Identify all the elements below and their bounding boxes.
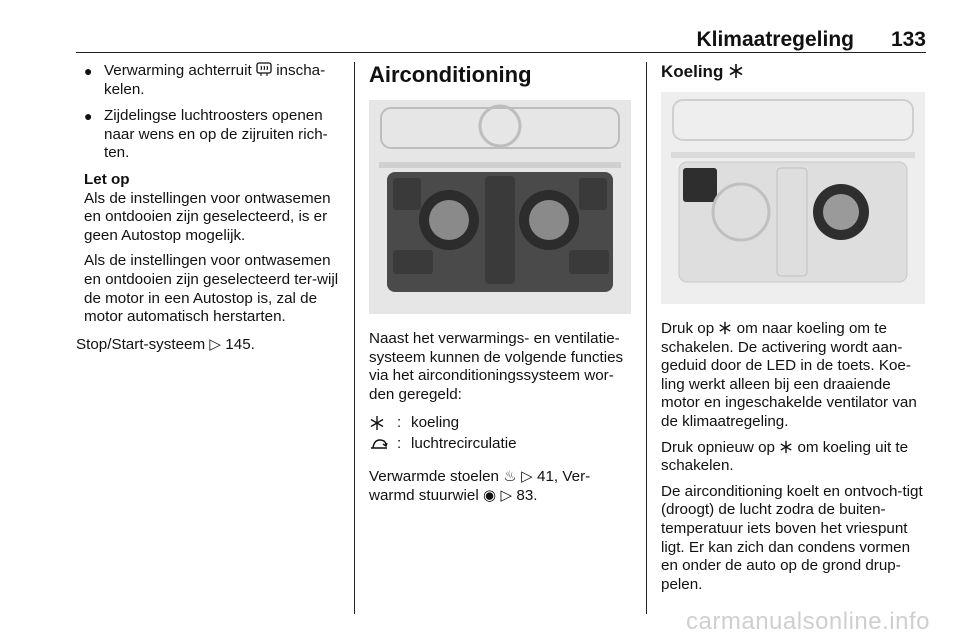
arrow-ref-icon: ▷ [500, 486, 513, 504]
list-item: ● Zijdelingse luchtroosters openen naar wens en op de zijruiten rich-ten. [84, 107, 328, 162]
rear-defrost-icon [256, 62, 272, 77]
symbol-label: luchtrecirculatie [411, 434, 517, 452]
heated-wheel-icon: ◉ [482, 486, 497, 504]
paragraph-3: De airconditioning koelt en ontvoch-tigt (droogt) de lucht zodra de buiten-temperatuur iets boven het vriespunt ligt. Er kan zich dan condens vormen en onder de auto op de grond drup-pelen. [661, 482, 923, 593]
snowflake-icon [718, 321, 732, 335]
watermark: carmanualsonline.info [686, 608, 930, 635]
arrow-ref-icon: ▷ [521, 468, 533, 486]
symbol-table [369, 412, 633, 454]
column-divider-2 [646, 62, 647, 614]
bullet-icon: ● [84, 108, 93, 125]
bullet-icon: ● [84, 63, 93, 79]
right-column [661, 62, 927, 601]
arrow-ref-icon: ▷ [209, 335, 222, 353]
note-paragraph-2: Als de instellingen voor ontwasemen en ontdooien zijn geselecteerd ter-wijl de motor in een Autostop is, zal de motor automatisch herstarten. [84, 252, 339, 326]
note-title: Let op [84, 170, 130, 188]
intro-paragraph: Naast het verwarmings- en ventilatie-systeem kunnen de volgende functies via het airconditioningssysteem wor-den geregeld: [369, 330, 624, 403]
page-header [76, 28, 926, 52]
heated-seat-icon: ♨ [503, 468, 517, 486]
climate-panel-illustration-cooling [661, 92, 925, 304]
page-number: 133 [890, 28, 926, 51]
page-title: Klimaatregeling [696, 28, 854, 51]
symbol-row: : luchtrecirculatie [369, 433, 633, 454]
snowflake-icon [779, 440, 793, 454]
symbol-label: koeling [411, 413, 460, 431]
header-divider [76, 52, 926, 53]
middle-column [369, 62, 633, 513]
snowflake-icon [369, 415, 397, 431]
note-paragraph-1: Als de instellingen voor ontwasemen en ontdooien zijn geselecteerd, is er geen Autostop mogelijk. [84, 189, 331, 244]
recirculation-icon [369, 437, 397, 451]
left-column [76, 62, 342, 361]
snowflake-icon [728, 63, 744, 79]
xref-heated-seats: Verwarmde stoelen ♨ ▷ 41, Ver- warmd stuurwiel ◉ ▷ 83. [369, 468, 591, 504]
climate-panel-drawing [369, 100, 631, 314]
climate-panel-illustration [369, 100, 631, 314]
paragraph-2: Druk opnieuw op om koeling uit te schakelen. [661, 438, 909, 475]
list-item: ● Verwarming achterruit inscha-kelen. [84, 62, 326, 98]
symbol-row: : koeling [369, 412, 633, 433]
note-box [76, 171, 342, 327]
xref-stop-start: Stop/Start-systeem ▷ 145. [76, 335, 255, 353]
paragraph-1: Druk op om naar koeling om te schakelen. De activering wordt aan-geduid door de LED in de toets. Koe-ling werkt alleen bij een draaiende motor en ingeschakelde ventilator van de klimaatregeling. [661, 320, 917, 430]
column-divider-1 [354, 62, 355, 614]
section-title-cooling: Koeling [661, 62, 927, 82]
section-title: Airconditioning [369, 62, 532, 87]
climate-panel-drawing [661, 92, 925, 304]
